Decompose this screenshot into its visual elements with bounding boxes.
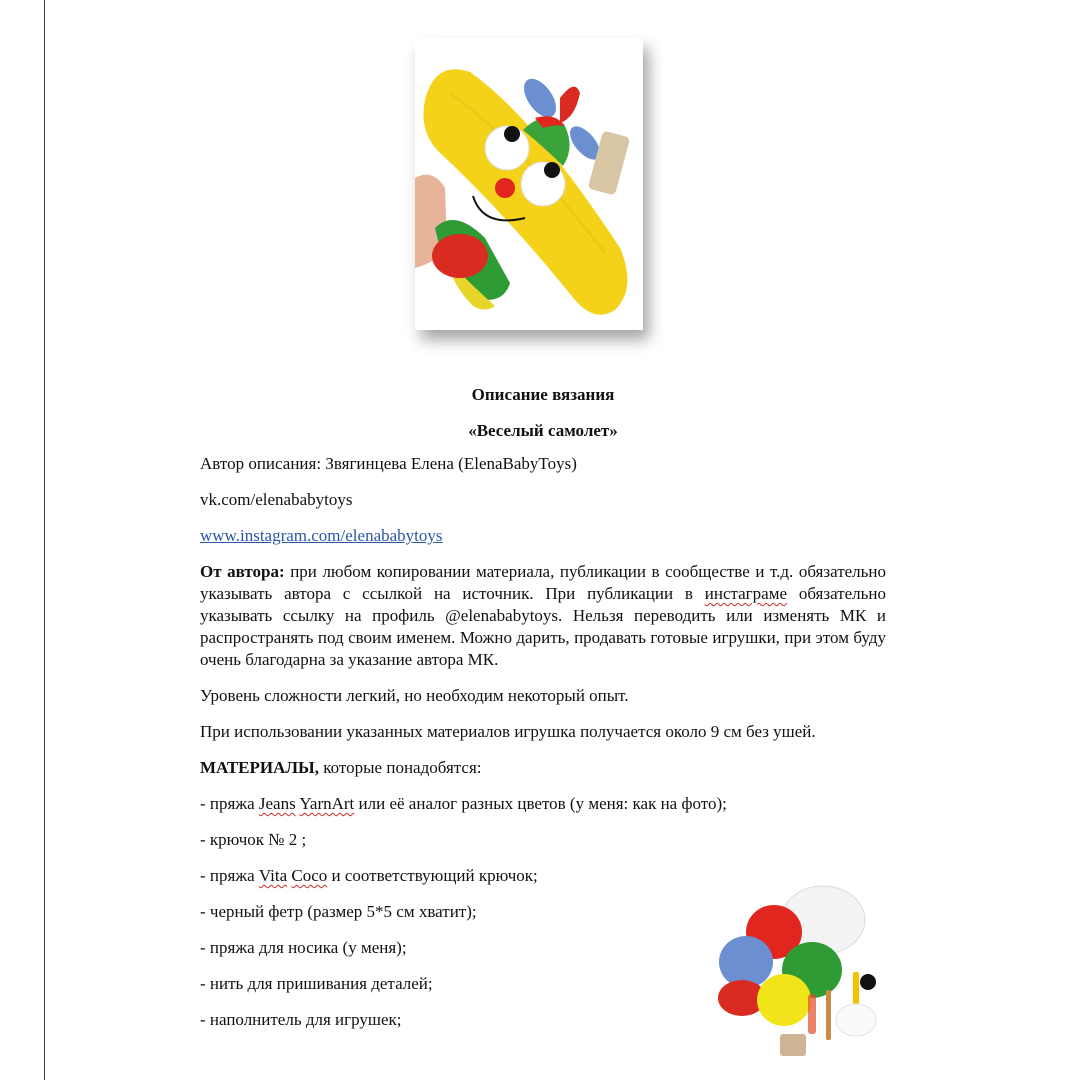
material-brand: Jeans	[258, 794, 296, 813]
material-text: или её аналог разных цветов (у меня: как на фото);	[354, 794, 727, 813]
from-author-text-2: обязательно указывать ссылку на профиль @elenababytoys. Нельзя переводить или изменять МК и распространять под своим именем. Можно дарить, продавать готовые игрушки, при этом буду очень благодарна за указание автора МК.	[200, 584, 886, 669]
from-author-squiggle-word: инстаграме	[704, 584, 787, 603]
airplane-toy-photo	[415, 38, 643, 330]
material-item-nose-yarn: - пряжа для носика (у меня);	[200, 938, 407, 957]
from-author-paragraph	[200, 561, 886, 671]
materials-suffix: которые понадобятся:	[319, 758, 482, 777]
material-brand: Vita	[258, 866, 288, 885]
materials-label: МАТЕРИАЛЫ,	[200, 758, 319, 777]
material-text: - пряжа	[200, 794, 259, 813]
vk-link[interactable]: vk.com/elenababytoys	[200, 490, 353, 509]
instagram-link[interactable]: www.instagram.com/elenababytoys	[200, 526, 443, 545]
doc-title-line2: «Веселый самолет»	[468, 421, 618, 440]
materials-heading	[200, 757, 886, 779]
material-item-stuffing: - наполнитель для игрушек;	[200, 1010, 402, 1029]
material-brand: YarnArt	[299, 794, 355, 813]
toy-size-text: При использовании указанных материалов игрушка получается около 9 см без ушей.	[200, 722, 816, 741]
yarn-materials-photo	[708, 870, 888, 1068]
difficulty-level: Уровень сложности легкий, но необходим некоторый опыт.	[200, 686, 629, 705]
material-text: - пряжа	[200, 866, 259, 885]
material-brand: Coco	[291, 866, 328, 885]
page-left-border	[44, 0, 45, 1080]
material-item-thread: - нить для пришивания деталей;	[200, 974, 433, 993]
material-item-yarn	[200, 793, 886, 815]
material-item-felt: - черный фетр (размер 5*5 см хватит);	[200, 902, 477, 921]
author-line: Автор описания: Звягинцева Елена (ElenaBabyToys)	[200, 454, 577, 473]
doc-title-line1: Описание вязания	[471, 385, 615, 404]
material-item-hook: - крючок № 2 ;	[200, 830, 307, 849]
material-text: и соответствующий крючок;	[327, 866, 538, 885]
from-author-label: От автора:	[200, 562, 285, 581]
from-author-text-1: при любом копировании материала, публикации в сообществе и т.д. обязательно указывать автора с ссылкой на источник. При публикации в	[200, 562, 887, 603]
